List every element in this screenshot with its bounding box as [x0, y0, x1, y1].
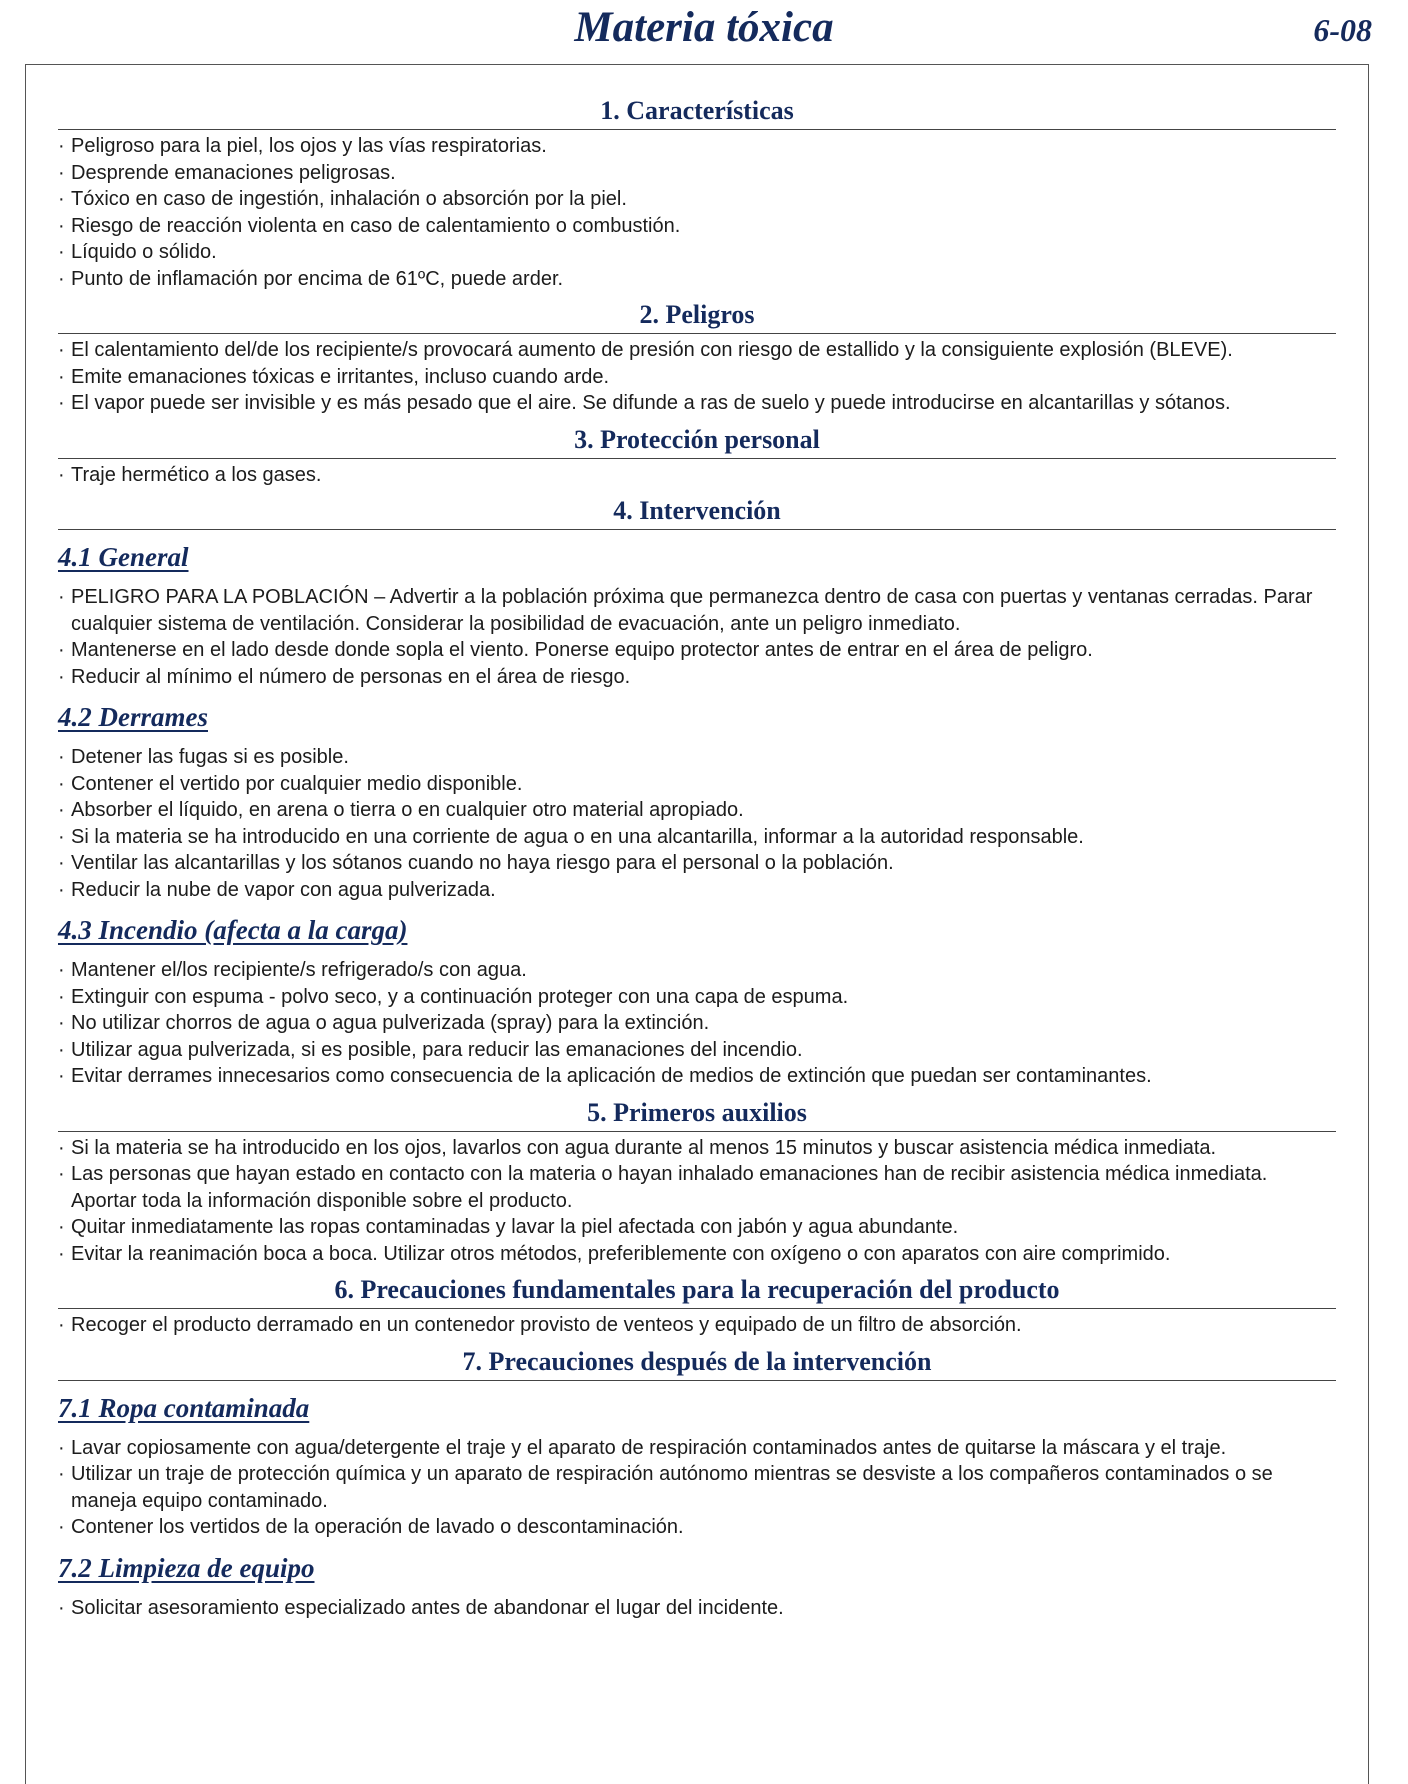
bullet-list [58, 1309, 1336, 1339]
list-item: · Punto de inflamación por encima de 61ºC, puede arder. [58, 266, 1336, 293]
list-item: · No utilizar chorros de agua o agua pulverizada (spray) para la extinción. [58, 1010, 1336, 1037]
subsection-title: 4.3 Incendio (afecta a la carga) [58, 915, 408, 945]
list-item: · El calentamiento del/de los recipiente/s provocará aumento de presión con riesgo de estallido y la consiguiente explosión (BLEVE). [58, 337, 1336, 364]
list-item: · Evitar la reanimación boca a boca. Utilizar otros métodos, preferiblemente con oxígeno o con aparatos con aire comprimido. [58, 1241, 1336, 1268]
bullet-list [58, 459, 1336, 489]
section-6 [58, 1275, 1336, 1339]
list-item: · Riesgo de reacción violenta en caso de calentamiento o combustión. [58, 213, 1336, 240]
list-item: · Desprende emanaciones peligrosas. [58, 160, 1336, 187]
section-7 [58, 1347, 1336, 1622]
document-content [58, 96, 1336, 1621]
bullet-list [58, 130, 1336, 292]
bullet-list [58, 1592, 1336, 1622]
list-item: · Quitar inmediatamente las ropas contaminadas y lavar la piel afectada con jabón y agua abundante. [58, 1214, 1336, 1241]
list-item: · Si la materia se ha introducido en los ojos, lavarlos con agua durante al menos 15 minutos y buscar asistencia médica inmediata. [58, 1135, 1336, 1162]
list-item: · Contener los vertidos de la operación de lavado o descontaminación. [58, 1514, 1336, 1541]
page-code: 6-08 [1313, 12, 1372, 48]
section-title: 2. Peligros [58, 300, 1336, 334]
subsection-title: 7.2 Limpieza de equipo [58, 1552, 315, 1583]
list-item: · Detener las fugas si es posible. [58, 744, 1336, 771]
section-1 [58, 96, 1336, 292]
list-item: · Emite emanaciones tóxicas e irritantes, incluso cuando arde. [58, 364, 1336, 391]
bullet-list [58, 741, 1336, 903]
section-title: 1. Características [58, 96, 1336, 130]
bullet-list [58, 334, 1336, 417]
list-item: · Evitar derrames innecesarios como consecuencia de la aplicación de medios de extinción que puedan ser contaminantes. [58, 1063, 1336, 1090]
list-item: · Absorber el líquido, en arena o tierra o en cualquier otro material apropiado. [58, 797, 1336, 824]
section-5 [58, 1098, 1336, 1268]
bullet-list [58, 581, 1336, 690]
list-item: · Recoger el producto derramado en un contenedor provisto de venteos y equipado de un filtro de absorción. [58, 1312, 1336, 1339]
list-item: · Traje hermético a los gases. [58, 462, 1336, 489]
section-title: 7. Precauciones después de la intervención [58, 1347, 1336, 1381]
list-item: · Tóxico en caso de ingestión, inhalación o absorción por la piel. [58, 186, 1336, 213]
list-item: · Mantenerse en el lado desde donde sopla el viento. Ponerse equipo protector antes de entrar en el área de peligro. [58, 637, 1336, 664]
bullet-list [58, 1432, 1336, 1541]
list-item: · Contener el vertido por cualquier medio disponible. [58, 771, 1336, 798]
list-item: · Solicitar asesoramiento especializado antes de abandonar el lugar del incidente. [58, 1595, 1336, 1622]
section-title: 3. Protección personal [58, 425, 1336, 459]
bullet-list [58, 1132, 1336, 1268]
list-item: · Ventilar las alcantarillas y los sótanos cuando no haya riesgo para el personal o la población. [58, 850, 1336, 877]
list-item: · Lavar copiosamente con agua/detergente el traje y el aparato de respiración contaminados antes de quitarse la máscara y el traje. [58, 1435, 1336, 1462]
bullet-list [58, 954, 1336, 1090]
section-2 [58, 300, 1336, 417]
subsection-title: 4.1 General [58, 542, 189, 572]
section-title: 5. Primeros auxilios [58, 1098, 1336, 1132]
subsection-title: 4.2 Derrames [58, 702, 208, 732]
section-title: 6. Precauciones fundamentales para la recuperación del producto [58, 1275, 1336, 1309]
list-item: · Líquido o sólido. [58, 239, 1336, 266]
list-item: · Utilizar un traje de protección química y un aparato de respiración autónomo mientras se desviste a los compañeros contaminados o se maneja equipo contaminado. [58, 1461, 1336, 1514]
list-item: · Las personas que hayan estado en contacto con la materia o hayan inhalado emanaciones han de recibir asistencia médica inmediata. Aportar toda la información disponible sobre el producto. [58, 1161, 1336, 1214]
list-item: · Utilizar agua pulverizada, si es posible, para reducir las emanaciones del incendio. [58, 1037, 1336, 1064]
list-item: · El vapor puede ser invisible y es más pesado que el aire. Se difunde a ras de suelo y puede introducirse en alcantarillas y sótanos. [58, 390, 1336, 417]
list-item: · Reducir al mínimo el número de personas en el área de riesgo. [58, 664, 1336, 691]
list-item: · Mantener el/los recipiente/s refrigerado/s con agua. [58, 957, 1336, 984]
section-title: 4. Intervención [58, 496, 1336, 530]
list-item: · Reducir la nube de vapor con agua pulverizada. [58, 877, 1336, 904]
list-item: · Peligroso para la piel, los ojos y las vías respiratorias. [58, 133, 1336, 160]
page-title: Materia tóxica [574, 4, 834, 51]
section-4 [58, 496, 1336, 1090]
section-3 [58, 425, 1336, 489]
subsection-title: 7.1 Ropa contaminada [58, 1392, 310, 1423]
list-item: · Si la materia se ha introducido en una corriente de agua o en una alcantarilla, informar a la autoridad responsable. [58, 824, 1336, 851]
list-item: · PELIGRO PARA LA POBLACIÓN – Advertir a la población próxima que permanezca dentro de casa con puertas y ventanas cerradas. Parar cualquier sistema de ventilación. Considerar la posibilidad de evacuación, ante un peligro inmediato. [58, 584, 1336, 637]
list-item: · Extinguir con espuma - polvo seco, y a continuación proteger con una capa de espuma. [58, 984, 1336, 1011]
